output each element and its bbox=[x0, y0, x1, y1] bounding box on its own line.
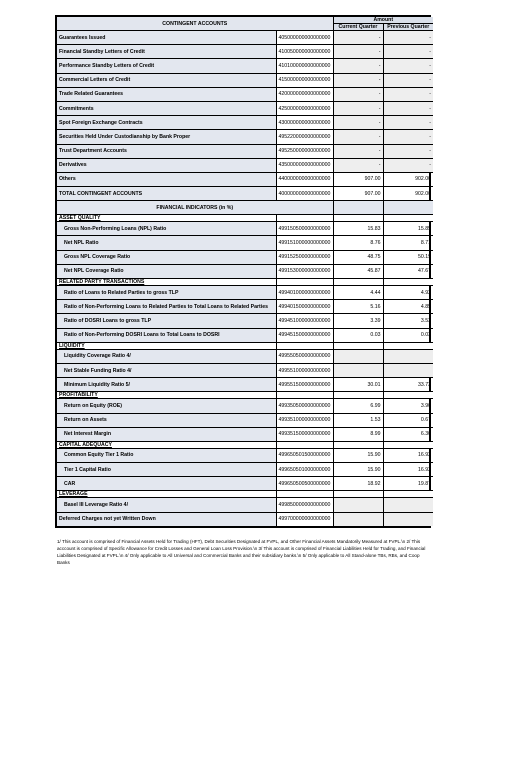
current-quarter-value: 3.39 bbox=[333, 314, 383, 328]
table-row bbox=[57, 378, 433, 392]
row-label-ratio-of-loans-to-related-parties-to-gross-tlp: Ratio of Loans to Related Parties to gross TLP bbox=[57, 286, 276, 300]
row-code: 499401000000000000 bbox=[276, 286, 333, 300]
table-row bbox=[57, 399, 433, 413]
table-title: CONTINGENT ACCOUNTS bbox=[57, 17, 333, 31]
row-label-basel-iii-leverage-ratio-4: Basel III Leverage Ratio 4/ bbox=[57, 498, 276, 512]
previous-quarter-value: 902.00 bbox=[383, 172, 433, 186]
row-label-total-contingent-accounts: TOTAL CONTINGENT ACCOUNTS bbox=[57, 187, 276, 201]
fi-title: FINANCIAL INDICATORS (in %) bbox=[57, 201, 333, 215]
section-related-party-transactions: RELATED PARTY TRANSACTIONS bbox=[57, 279, 276, 286]
previous-quarter-value: - bbox=[383, 45, 433, 59]
row-code: 499650501000000000 bbox=[276, 463, 333, 477]
row-code: 499451500000000000 bbox=[276, 328, 333, 342]
row-label-financial-standby-letters-of-credit: Financial Standby Letters of Credit bbox=[57, 45, 276, 59]
current-quarter-value: - bbox=[333, 31, 383, 45]
current-quarter-value: 4.44 bbox=[333, 286, 383, 300]
section-blank-cell bbox=[333, 279, 383, 286]
row-label-car: CAR bbox=[57, 477, 276, 491]
previous-quarter-value: 0.03 bbox=[383, 328, 433, 342]
row-label-common-equity-tier-1-ratio: Common Equity Tier 1 Ratio bbox=[57, 448, 276, 462]
row-label-tier-1-capital-ratio: Tier 1 Capital Ratio bbox=[57, 463, 276, 477]
row-code: 499150500000000000 bbox=[276, 222, 333, 236]
current-quarter-value: 6.99 bbox=[333, 399, 383, 413]
row-code: 410100000000000000 bbox=[276, 59, 333, 73]
current-quarter-value: - bbox=[333, 45, 383, 59]
current-quarter-value: 1.53 bbox=[333, 413, 383, 427]
row-code: 499451000000000000 bbox=[276, 314, 333, 328]
section-blank-cell bbox=[383, 392, 433, 399]
table-row bbox=[57, 130, 433, 144]
row-label-ratio-of-non-performing-loans-to-related-parties-to-total-loans-to-related-parties: Ratio of Non-Performing Loans to Related Parties to Total Loans to Related Parties bbox=[57, 300, 276, 314]
current-quarter-value: 18.92 bbox=[333, 477, 383, 491]
row-label-ratio-of-non-performing-dosri-loans-to-total-loans-to-dosri: Ratio of Non-Performing DOSRI Loans to Total Loans to DOSRI bbox=[57, 328, 276, 342]
row-code: 405000000000000000 bbox=[276, 31, 333, 45]
table-row bbox=[57, 477, 433, 491]
section-blank-cell bbox=[383, 441, 433, 448]
row-label-spot-foreign-exchange-contracts: Spot Foreign Exchange Contracts bbox=[57, 116, 276, 130]
row-code: 430000000000000000 bbox=[276, 116, 333, 130]
table-row bbox=[57, 87, 433, 101]
section-blank-cell bbox=[333, 342, 383, 349]
previous-quarter-value: 4.85 bbox=[383, 300, 433, 314]
current-quarter-value bbox=[333, 512, 383, 526]
row-label-net-interest-margin: Net Interest Margin bbox=[57, 427, 276, 441]
current-quarter-value: - bbox=[333, 116, 383, 130]
table-row bbox=[57, 45, 433, 59]
section-blank-cell bbox=[276, 441, 333, 448]
row-code: 435000000000000000 bbox=[276, 158, 333, 172]
table-row bbox=[57, 498, 433, 512]
previous-quarter-value bbox=[383, 512, 433, 526]
row-code: 499152500000000000 bbox=[276, 250, 333, 264]
previous-quarter-value: 33.73 bbox=[383, 378, 433, 392]
table-row bbox=[57, 222, 433, 236]
row-code: 499351000000000000 bbox=[276, 413, 333, 427]
current-quarter-value: - bbox=[333, 144, 383, 158]
row-label-derivatives: Derivatives bbox=[57, 158, 276, 172]
section-blank-cell bbox=[383, 279, 433, 286]
section-liquidity: LIQUIDITY bbox=[57, 342, 276, 349]
row-code: 400000000000000000 bbox=[276, 187, 333, 201]
current-quarter-value: 15.90 bbox=[333, 448, 383, 462]
table-row bbox=[57, 59, 433, 73]
current-quarter-value: - bbox=[333, 130, 383, 144]
previous-quarter-value: - bbox=[383, 130, 433, 144]
section-leverage: LEVERAGE bbox=[57, 491, 276, 498]
section-asset-quality: ASSET QUALITY bbox=[57, 215, 276, 222]
row-code: 499700000000000000 bbox=[276, 512, 333, 526]
section-header-row bbox=[57, 279, 433, 286]
row-label-net-npl-coverage-ratio: Net NPL Coverage Ratio bbox=[57, 264, 276, 278]
row-code: 499551500000000000 bbox=[276, 378, 333, 392]
previous-quarter-value: - bbox=[383, 116, 433, 130]
current-quarter-value: - bbox=[333, 101, 383, 115]
row-label-commercial-letters-of-credit: Commercial Letters of Credit bbox=[57, 73, 276, 87]
previous-quarter-value: 3.90 bbox=[383, 399, 433, 413]
section-blank-cell bbox=[383, 215, 433, 222]
table-row bbox=[57, 328, 433, 342]
table-row bbox=[57, 158, 433, 172]
current-quarter-value bbox=[333, 498, 383, 512]
section-header-row bbox=[57, 392, 433, 399]
row-label-gross-non-performing-loans-npl-ratio: Gross Non-Performing Loans (NPL) Ratio bbox=[57, 222, 276, 236]
previous-quarter-value: - bbox=[383, 101, 433, 115]
accounts-table bbox=[57, 17, 433, 526]
table-row bbox=[57, 250, 433, 264]
row-label-ratio-of-dosri-loans-to-gross-tlp: Ratio of DOSRI Loans to gross TLP bbox=[57, 314, 276, 328]
current-quarter-value bbox=[333, 349, 383, 363]
section-blank-cell bbox=[333, 491, 383, 498]
table-row bbox=[57, 286, 433, 300]
financial-indicators-body bbox=[57, 201, 433, 527]
table-row bbox=[57, 300, 433, 314]
table-row bbox=[57, 512, 433, 526]
table-row bbox=[57, 101, 433, 115]
row-code: 495250000000000000 bbox=[276, 144, 333, 158]
row-label-return-on-equity-roe: Return on Equity (ROE) bbox=[57, 399, 276, 413]
row-code: 425000000000000000 bbox=[276, 101, 333, 115]
previous-quarter-value: 902.00 bbox=[383, 187, 433, 201]
amount-header: Amount bbox=[333, 17, 433, 24]
footnote: 1/ This account is comprised of Financial Assets Held for Trading (HFT), Debt Securities Designated at FVPL, and Other Financial Assets Mandatorily Measured at FVPL.\n 2/ This acccount is comprised of Specific Allowance for Credit Losses and General Loan Loss Provision.\n 3/ This account is comprised of Financial Liabilities Held for Trading, and Financial Liabilities Designated at FVPL.\n 4/ Only applicable to All Universal and Commercial Banks and their subsidiary banks.\n 5/ Only applicable to All Stand-alone TBs, RBs, and Coop Banks bbox=[57, 539, 426, 565]
row-code: 499151000000000000 bbox=[276, 236, 333, 250]
row-label-net-npl-ratio: Net NPL Ratio bbox=[57, 236, 276, 250]
previous-quarter-value: 6.30 bbox=[383, 427, 433, 441]
row-label-return-on-assets: Return on Assets bbox=[57, 413, 276, 427]
row-label-net-stable-funding-ratio-4: Net Stable Funding Ratio 4/ bbox=[57, 363, 276, 377]
section-blank-cell bbox=[333, 392, 383, 399]
previous-quarter-value bbox=[383, 363, 433, 377]
previous-quarter-value: - bbox=[383, 73, 433, 87]
current-quarter-value: 907.00 bbox=[333, 187, 383, 201]
previous-quarter-value: 16.92 bbox=[383, 448, 433, 462]
section-blank-cell bbox=[276, 279, 333, 286]
row-code: 420000000000000000 bbox=[276, 87, 333, 101]
row-code: 499650500500000000 bbox=[276, 477, 333, 491]
previous-quarter-value: 50.19 bbox=[383, 250, 433, 264]
row-label-minimum-liquidity-ratio-5: Minimum Liquidity Ratio 5/ bbox=[57, 378, 276, 392]
row-code: 499153000000000000 bbox=[276, 264, 333, 278]
table-row bbox=[57, 236, 433, 250]
section-capital-adequacy: CAPITAL ADEQUACY bbox=[57, 441, 276, 448]
current-quarter-value: - bbox=[333, 87, 383, 101]
table-row bbox=[57, 172, 433, 186]
table-row bbox=[57, 463, 433, 477]
section-blank-cell bbox=[276, 342, 333, 349]
row-code: 499401500000000000 bbox=[276, 300, 333, 314]
row-label-others: Others bbox=[57, 172, 276, 186]
previous-quarter-value: 47.67 bbox=[383, 264, 433, 278]
contingent-body bbox=[57, 31, 433, 201]
row-label-guarantees-issued: Guarantees Issued bbox=[57, 31, 276, 45]
current-quarter-value: - bbox=[333, 158, 383, 172]
row-code: 499850000000000000 bbox=[276, 498, 333, 512]
current-quarter-value: - bbox=[333, 59, 383, 73]
section-header-row bbox=[57, 491, 433, 498]
table-row bbox=[57, 73, 433, 87]
section-blank-cell bbox=[276, 392, 333, 399]
row-code: 495220000000000000 bbox=[276, 130, 333, 144]
table-row bbox=[57, 427, 433, 441]
previous-quarter-value: - bbox=[383, 31, 433, 45]
row-label-trade-related-guarantees: Trade Related Guarantees bbox=[57, 87, 276, 101]
row-code: 499350500000000000 bbox=[276, 399, 333, 413]
section-profitability: PROFITABILITY bbox=[57, 392, 276, 399]
row-code: 499551000000000000 bbox=[276, 363, 333, 377]
section-blank-cell bbox=[383, 342, 433, 349]
current-quarter-value: 30.01 bbox=[333, 378, 383, 392]
row-label-deferred-charges-not-yet-written-down: Deferred Charges not yet Written Down bbox=[57, 512, 276, 526]
row-label-performance-standby-letters-of-credit: Performance Standby Letters of Credit bbox=[57, 59, 276, 73]
table-row bbox=[57, 264, 433, 278]
row-label-commitments: Commitments bbox=[57, 101, 276, 115]
previous-quarter-value: 16.92 bbox=[383, 463, 433, 477]
current-quarter-value: 907.00 bbox=[333, 172, 383, 186]
row-code: 415000000000000000 bbox=[276, 73, 333, 87]
row-label-securities-held-under-custodianship-by-bank-proper: Securities Held Under Custodianship by Bank Proper bbox=[57, 130, 276, 144]
previous-quarter-value: - bbox=[383, 87, 433, 101]
section-header-row bbox=[57, 342, 433, 349]
row-label-liquidity-coverage-ratio-4: Liquidity Coverage Ratio 4/ bbox=[57, 349, 276, 363]
section-blank-cell bbox=[333, 441, 383, 448]
previous-quarter-value: 3.53 bbox=[383, 314, 433, 328]
row-code: 499550500000000000 bbox=[276, 349, 333, 363]
fi-title-row bbox=[57, 201, 433, 215]
table-row bbox=[57, 363, 433, 377]
current-quarter-value: - bbox=[333, 73, 383, 87]
section-header-row bbox=[57, 441, 433, 448]
section-header-row bbox=[57, 215, 433, 222]
previous-quarter-header: Previous Quarter bbox=[383, 24, 433, 31]
current-quarter-value: 15.90 bbox=[333, 463, 383, 477]
previous-quarter-value: - bbox=[383, 59, 433, 73]
previous-quarter-value: 4.92 bbox=[383, 286, 433, 300]
previous-quarter-value: - bbox=[383, 158, 433, 172]
current-quarter-value: 8.76 bbox=[333, 236, 383, 250]
current-quarter-value bbox=[333, 363, 383, 377]
previous-quarter-value: - bbox=[383, 144, 433, 158]
table-row bbox=[57, 314, 433, 328]
current-quarter-value: 15.83 bbox=[333, 222, 383, 236]
previous-quarter-value: 0.67 bbox=[383, 413, 433, 427]
section-blank-cell bbox=[383, 491, 433, 498]
table-row bbox=[57, 116, 433, 130]
section-blank-cell bbox=[276, 215, 333, 222]
row-code: 499650501500000000 bbox=[276, 448, 333, 462]
row-code: 499351500000000000 bbox=[276, 427, 333, 441]
row-code: 410050000000000000 bbox=[276, 45, 333, 59]
fi-title-blank bbox=[333, 201, 383, 215]
row-label-gross-npl-coverage-ratio: Gross NPL Coverage Ratio bbox=[57, 250, 276, 264]
section-blank-cell bbox=[333, 215, 383, 222]
section-blank-cell bbox=[276, 491, 333, 498]
contingent-accounts-sheet bbox=[55, 15, 431, 528]
previous-quarter-value bbox=[383, 349, 433, 363]
current-quarter-value: 0.03 bbox=[333, 328, 383, 342]
current-quarter-header: Current Quarter bbox=[333, 24, 383, 31]
table-row bbox=[57, 448, 433, 462]
row-code: 440000000000000000 bbox=[276, 172, 333, 186]
table-row bbox=[57, 349, 433, 363]
table-row bbox=[57, 31, 433, 45]
current-quarter-value: 8.99 bbox=[333, 427, 383, 441]
previous-quarter-value bbox=[383, 498, 433, 512]
table-row bbox=[57, 187, 433, 201]
current-quarter-value: 48.75 bbox=[333, 250, 383, 264]
fi-title-blank bbox=[383, 201, 433, 215]
previous-quarter-value: 8.71 bbox=[383, 236, 433, 250]
current-quarter-value: 5.16 bbox=[333, 300, 383, 314]
previous-quarter-value: 19.87 bbox=[383, 477, 433, 491]
previous-quarter-value: 15.85 bbox=[383, 222, 433, 236]
row-label-trust-department-accounts: Trust Department Accounts bbox=[57, 144, 276, 158]
current-quarter-value: 45.87 bbox=[333, 264, 383, 278]
table-row bbox=[57, 144, 433, 158]
table-row bbox=[57, 413, 433, 427]
